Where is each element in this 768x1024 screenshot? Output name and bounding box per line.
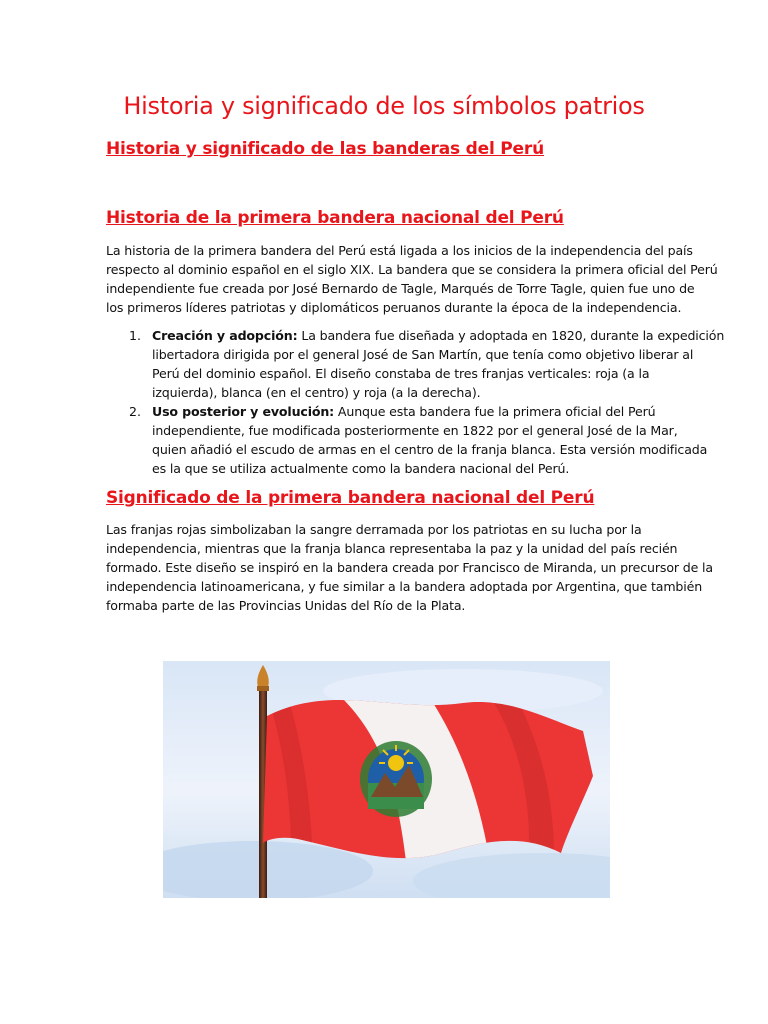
list-item-line: es la que se utiliza actualmente como la bandera nacional del Perú. bbox=[152, 461, 570, 476]
paragraph-line: independencia, mientras que la franja blanca representaba la paz y la unidad del país recién bbox=[106, 541, 678, 556]
list-item-line: izquierda), blanca (en el centro) y roja (a la derecha). bbox=[152, 385, 481, 400]
peru-flag-image bbox=[163, 661, 610, 898]
coat-of-arms-icon bbox=[360, 741, 432, 817]
list-item-line: libertadora dirigida por el general José de San Martín, que tenía como objetivo liberar al bbox=[152, 347, 694, 362]
list-item-line: independiente, fue modificada posteriormente en 1822 por el general José de la Mar, bbox=[152, 423, 678, 438]
list-item-line: quien añadió el escudo de armas en el centro de la franja blanca. Esta versión modificada bbox=[152, 442, 708, 457]
list-item-text: Aunque esta bandera fue la primera oficial del Perú bbox=[334, 404, 656, 419]
paragraph-line: La historia de la primera bandera del Perú está ligada a los inicios de la independencia del país bbox=[106, 243, 693, 258]
subsection-heading-history: Historia de la primera bandera nacional del Perú bbox=[106, 208, 564, 228]
paragraph-line: formaba parte de las Provincias Unidas del Río de la Plata. bbox=[106, 598, 466, 613]
list-item-creation bbox=[152, 326, 725, 402]
paragraph-line: los primeros líderes patriotas y diplomáticos peruanos durante la época de la independencia. bbox=[106, 300, 682, 315]
list-item-text: La bandera fue diseñada y adoptada en 1820, durante la expedición bbox=[297, 328, 725, 343]
list-item-line: Perú del dominio español. El diseño constaba de tres franjas verticales: roja (a la bbox=[152, 366, 650, 381]
paragraph-line: independencia latinoamericana, y fue similar a la bandera adoptada por Argentina, que también bbox=[106, 579, 703, 594]
list-number: 1. bbox=[129, 328, 142, 343]
document-title: Historia y significado de los símbolos patrios bbox=[123, 92, 645, 120]
list-number: 2. bbox=[129, 404, 142, 419]
paragraph-line: independiente fue creada por José Bernardo de Tagle, Marqués de Torre Tagle, quien fue uno de bbox=[106, 281, 695, 296]
list-item-label: Creación y adopción: bbox=[152, 328, 298, 343]
paragraph-line: formado. Este diseño se inspiró en la bandera creada por Francisco de Miranda, un precursor de la bbox=[106, 560, 713, 575]
paragraph-line: Las franjas rojas simbolizaban la sangre derramada por los patriotas en su lucha por la bbox=[106, 522, 642, 537]
subsection-heading-meaning: Significado de la primera bandera nacional del Perú bbox=[106, 488, 595, 508]
list-item-label: Uso posterior y evolución: bbox=[152, 404, 335, 419]
intro-paragraph bbox=[106, 241, 718, 317]
paragraph-line: respecto al dominio español en el siglo XIX. La bandera que se considera la primera oficial del Perú bbox=[106, 262, 718, 277]
list-item-evolution bbox=[152, 402, 708, 478]
section-heading: Historia y significado de las banderas del Perú bbox=[106, 139, 544, 159]
meaning-paragraph bbox=[106, 520, 713, 615]
